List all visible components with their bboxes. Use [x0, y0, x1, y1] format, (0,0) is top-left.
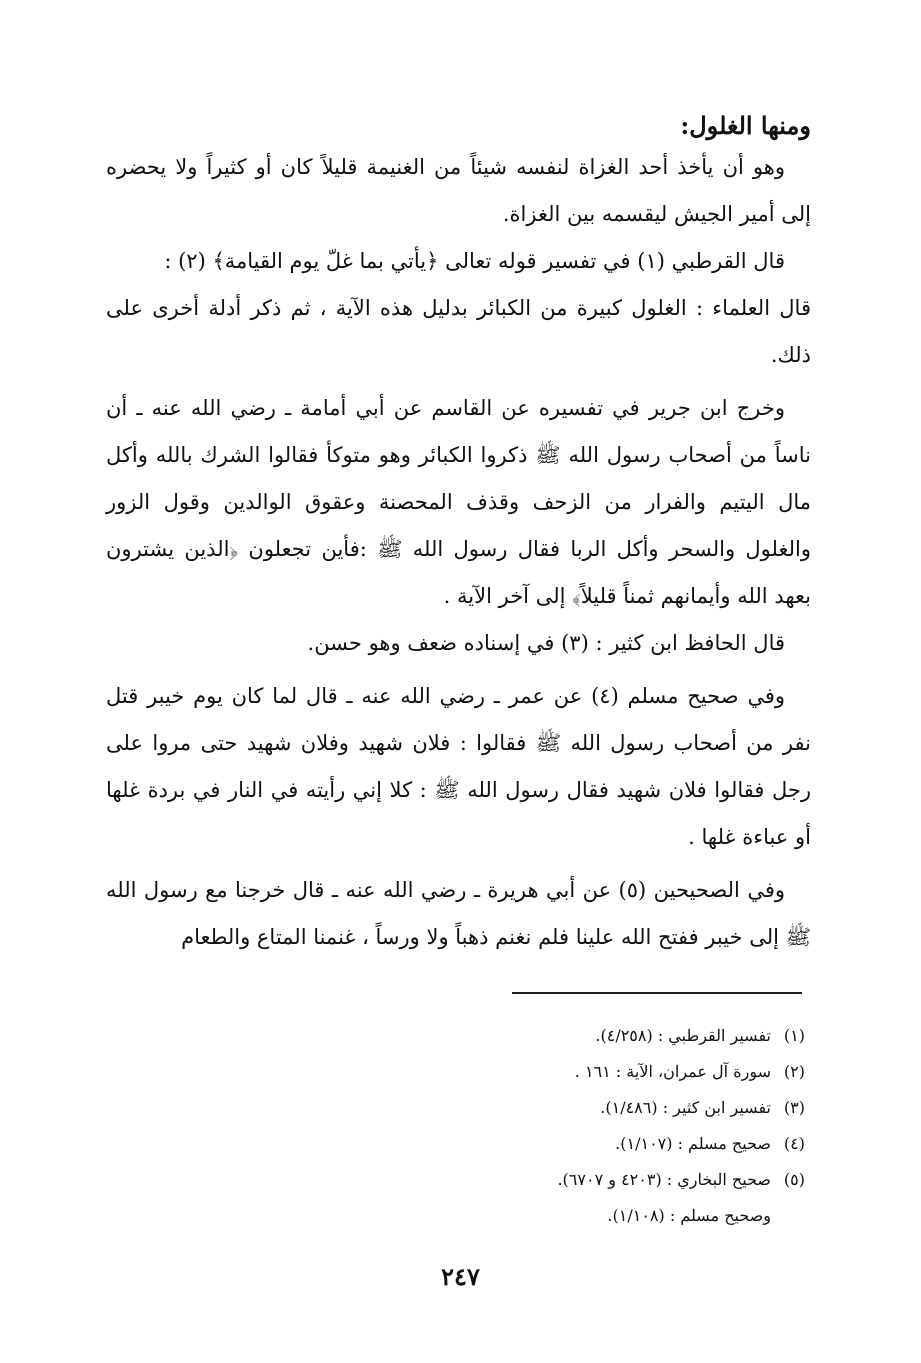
- footnote-number: (٢): [783, 1062, 805, 1081]
- footnote-number: (٣): [783, 1098, 805, 1117]
- footnote-1: [400, 1018, 805, 1054]
- footnote-number: (٤): [783, 1134, 805, 1153]
- main-text: [106, 108, 811, 961]
- footnote-2: [400, 1054, 805, 1090]
- paragraph-ibn-kathir: قال الحافظ ابن كثير : (٣) في إسناده ضعف وهو حسن.: [307, 631, 785, 655]
- footnote-text: صحيح البخاري : (٤٢٠٣ و ٦٧٠٧).: [557, 1170, 771, 1189]
- footnote-number: (٥): [783, 1170, 805, 1189]
- paragraph-sahih-muslim: وفي صحيح مسلم (٤) عن عمر ـ رضي الله عنه ـ قال لما كان يوم خيبر قتل نفر من أصحاب رسول الله ﷺ فقالوا : فلان شهيد وفلان شهيد حتى مروا على رجل فقالوا فلان شهيد فقال رسول الله ﷺ : كلا إني رأيته في النار في بردة غلها أو عباءة غلها .: [106, 684, 811, 849]
- footnote-text: تفسير ابن كثير : (١/٤٨٦).: [600, 1098, 771, 1117]
- footnote-5: [400, 1162, 805, 1198]
- footnote-divider: [512, 992, 802, 994]
- footnote-text: وصحيح مسلم : (١/١٠٨).: [607, 1206, 771, 1225]
- footnote-text: صحيح مسلم : (١/١٠٧).: [615, 1134, 771, 1153]
- footnote-text: تفسير القرطبي : (٤/٢٥٨).: [595, 1026, 771, 1045]
- section-heading: ومنها الغلول:: [680, 111, 811, 140]
- paragraph-qurtubi: قال القرطبي (١) في تفسير قوله تعالى ﴿يأتي بما غلّ يوم القيامة﴾ (٢) :: [164, 249, 785, 273]
- footnote-4: [400, 1126, 805, 1162]
- paragraph-scholars: قال العلماء : الغلول كبيرة من الكبائر بدليل هذه الآية ، ثم ذكر أدلة أخرى على ذلك.: [106, 296, 811, 367]
- paragraph-ibn-jarir: وخرج ابن جرير في تفسيره عن القاسم عن أبي أمامة ـ رضي الله عنه ـ أن ناساً من أصحاب رسول الله ﷺ ذكروا الكبائر وهو متوكأ فقالوا الشرك بالله وأكل مال اليتيم والفرار من الزحف وقذف المحصنة وعقوق الوالدين وقول الزور والغلول والسحر وأكل الربا فقال رسول الله ﷺ :فأين تجعلون ﴿الذين يشترون بعهد الله وأيمانهم ثمناً قليلاً﴾ إلى آخر الآية .: [106, 396, 811, 608]
- paragraph-sahihain: وفي الصحيحين (٥) عن أبي هريرة ـ رضي الله عنه ـ قال خرجنا مع رسول الله ﷺ إلى خيبر ففتح الله علينا فلم نغنم ذهباً ولا ورساً ، غنمنا المتاع والطعام: [106, 878, 811, 949]
- footnote-5-continued: [400, 1198, 805, 1234]
- footnotes: [400, 1018, 805, 1234]
- footnote-number: (١): [783, 1026, 805, 1045]
- footnote-text: سورة آل عمران، الآية : ١٦١ .: [574, 1062, 771, 1081]
- paragraph-definition: وهو أن يأخذ أحد الغزاة لنفسه شيئاً من الغنيمة قليلاً كان أو كثيراً ولا يحضره إلى أمير الجيش ليقسمه بين الغزاة.: [106, 155, 811, 226]
- footnote-3: [400, 1090, 805, 1126]
- page-number: ٢٤٧: [441, 1262, 480, 1291]
